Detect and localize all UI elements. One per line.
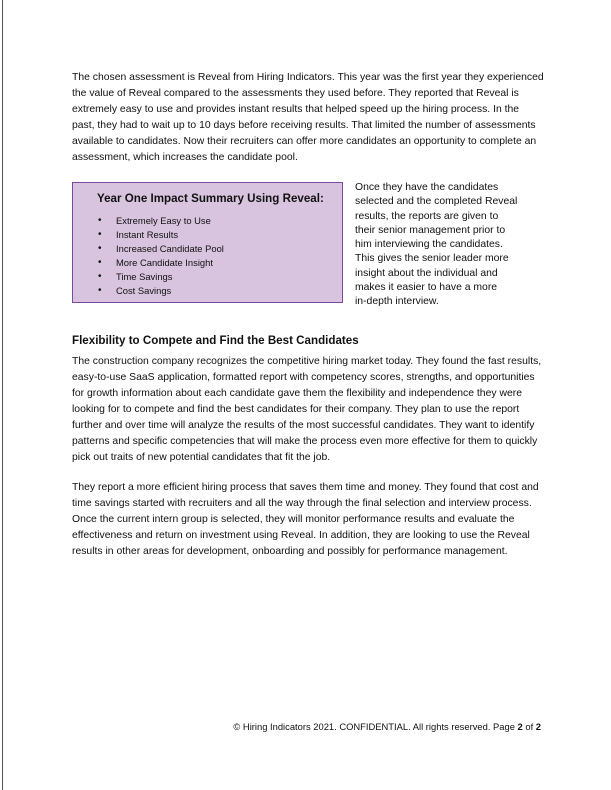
side-text-line: in-depth interview. bbox=[355, 296, 439, 308]
side-text-line: makes it easier to have a more bbox=[355, 282, 498, 294]
summary-item-easy-to-use: • Extremely Easy to Use bbox=[97, 214, 224, 228]
side-text-line: insight about the individual and bbox=[355, 267, 498, 279]
side-text-line: Once they have the candidates bbox=[355, 182, 499, 193]
side-text-line: their senior management prior to bbox=[355, 224, 506, 236]
footer-text: © Hiring Indicators 2021. CONFIDENTIAL. All rights reserved. Page bbox=[233, 721, 518, 732]
side-text-line: selected and the completed Reveal bbox=[355, 196, 518, 208]
page-footer bbox=[233, 721, 541, 732]
summary-item-instant-results: • Instant Results bbox=[97, 228, 224, 242]
side-text-line: This gives the senior leader more bbox=[355, 253, 509, 265]
summary-item-candidate-insight: • More Candidate Insight bbox=[97, 256, 224, 270]
side-text-line: him interviewing the candidates. bbox=[355, 239, 503, 251]
section-paragraph-2: They report a more efficient hiring process that saves them time and money. They found that cost and time savings started with recruiters and all the way through the final selection and interview process. Once the current intern group is selected, they will monitor performance results and evaluate the effectiveness and return on investment using Reveal. In addition, they are looking to use the Reveal results in other areas for development, onboarding and possibly for performance management. bbox=[72, 482, 539, 557]
footer-page-current: 2 bbox=[517, 721, 523, 732]
summary-item-time-savings: • Time Savings bbox=[97, 270, 224, 284]
side-text-line: results, the reports are given to bbox=[355, 210, 499, 222]
section-paragraph-1: The construction company recognizes the competitive hiring market today. They found the fast results, easy-to-use SaaS application, formatted report with competency scores, strengths, and opportunities for growth information about each candidate gave them the flexibility and independence they were looking for to compete and find the best candidates for their company. They plan to use the report further and over time will analyze the results of the most successful candidates. They want to identify patterns and specific competencies that will make the process even more effective for them to quickly pick out traits of new potential candidates that fit the job. bbox=[72, 356, 542, 463]
impact-summary-box bbox=[72, 182, 343, 303]
summary-title: Year One Impact Summary Using Reveal: bbox=[97, 192, 324, 205]
page-left-edge bbox=[2, 0, 3, 790]
summary-list bbox=[97, 214, 224, 298]
section-heading: Flexibility to Compete and Find the Best Candidates bbox=[72, 334, 359, 347]
summary-item-candidate-pool: • Increased Candidate Pool bbox=[97, 242, 224, 256]
footer-page-total: 2 bbox=[535, 721, 541, 732]
intro-paragraph: The chosen assessment is Reveal from Hiring Indicators. This year was the first year they experienced the value of Reveal compared to the assessments they used before. They reported that Reveal is extremely easy to use and provides instant results that helped speed up the hiring process. In the past, they had to wait up to 10 days before receiving results. That limited the number of assessments available to candidates. Now their recruiters can offer more candidates an opportunity to complete an assessment, which increases the candidate pool. bbox=[72, 72, 544, 163]
summary-item-cost-savings: • Cost Savings bbox=[97, 284, 224, 298]
side-paragraph bbox=[355, 181, 535, 310]
footer-of-text: of bbox=[522, 721, 536, 732]
